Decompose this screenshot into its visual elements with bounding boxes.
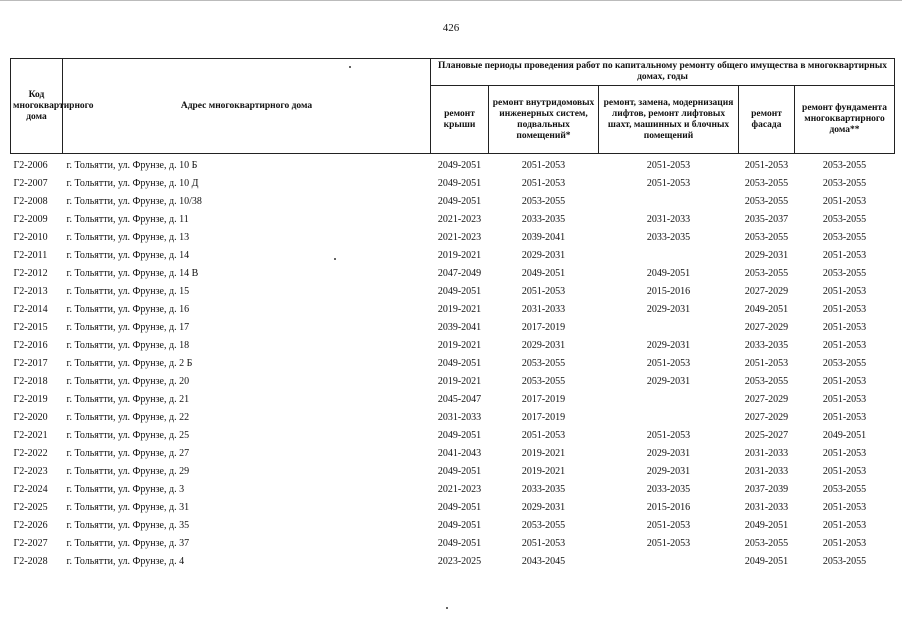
cell-elevators: 2049-2051: [646, 267, 691, 279]
cell-engineering: 2049-2051: [521, 267, 566, 279]
table-row: [11, 408, 895, 426]
cell-elevators: 2029-2031: [646, 375, 691, 387]
cell-roof: 2049-2051: [437, 501, 482, 513]
cell-facade: 2033-2035: [744, 339, 789, 351]
table-row: [11, 210, 895, 228]
table-row: [11, 372, 895, 390]
cell-foundation: 2051-2053: [822, 321, 867, 333]
cell-roof: 2049-2051: [437, 537, 482, 549]
cell-facade: 2031-2033: [744, 447, 789, 459]
cell-roof: 2049-2051: [437, 465, 482, 477]
cell-code: Г2-2017: [13, 357, 48, 369]
cell-facade: 2053-2055: [744, 267, 789, 279]
cell-roof: 2049-2051: [437, 519, 482, 531]
cell-engineering: 2033-2035: [521, 483, 566, 495]
cell-facade: 2027-2029: [744, 321, 789, 333]
cell-address: г. Тольятти, ул. Фрунзе, д. 11: [66, 213, 189, 225]
cell-roof: 2047-2049: [437, 267, 482, 279]
cell-address: г. Тольятти, ул. Фрунзе, д. 4: [66, 555, 185, 567]
cell-engineering: 2033-2035: [521, 213, 566, 225]
cell-foundation: 2051-2053: [822, 537, 867, 549]
cell-engineering: 2051-2053: [521, 429, 566, 441]
cell-elevators: 2015-2016: [646, 501, 691, 513]
cell-engineering: 2019-2021: [521, 465, 566, 477]
cell-facade: 2027-2029: [744, 285, 789, 297]
table-row: [11, 534, 895, 552]
cell-foundation: 2051-2053: [822, 501, 867, 513]
cell-engineering: 2043-2045: [521, 555, 566, 567]
cell-elevators: 2051-2053: [646, 177, 691, 189]
header-periods-group: Плановые периоды проведения работ по капитальному ремонту общего имущества в многоквартирных домах, годы: [431, 59, 895, 86]
top-rule: [0, 0, 902, 1]
cell-roof: 2049-2051: [437, 429, 482, 441]
cell-foundation: 2053-2055: [822, 213, 867, 225]
cell-address: г. Тольятти, ул. Фрунзе, д. 27: [66, 447, 190, 459]
scan-speck: [446, 607, 448, 609]
cell-roof: 2049-2051: [437, 285, 482, 297]
cell-foundation: 2051-2053: [822, 195, 867, 207]
cell-address: г. Тольятти, ул. Фрунзе, д. 17: [66, 321, 190, 333]
cell-address: г. Тольятти, ул. Фрунзе, д. 2 Б: [66, 357, 193, 369]
scan-speck: [349, 66, 351, 68]
cell-engineering: 2039-2041: [521, 231, 566, 243]
cell-elevators: 2029-2031: [646, 447, 691, 459]
cell-engineering: 2029-2031: [521, 501, 566, 513]
cell-facade: 2051-2053: [744, 357, 789, 369]
cell-code: Г2-2016: [13, 339, 48, 351]
cell-facade: 2049-2051: [744, 555, 789, 567]
cell-address: г. Тольятти, ул. Фрунзе, д. 14: [66, 249, 190, 261]
cell-foundation: 2051-2053: [822, 393, 867, 405]
cell-elevators: 2051-2053: [646, 357, 691, 369]
cell-code: Г2-2008: [13, 195, 48, 207]
cell-facade: 2035-2037: [744, 213, 789, 225]
cell-roof: 2039-2041: [437, 321, 482, 333]
table-row: [11, 318, 895, 336]
cell-foundation: 2051-2053: [822, 519, 867, 531]
cell-facade: 2053-2055: [744, 537, 789, 549]
header-code: Код многоквартирного дома: [11, 59, 63, 154]
cell-code: Г2-2027: [13, 537, 48, 549]
cell-roof: 2041-2043: [437, 447, 482, 459]
table-row: [11, 154, 895, 175]
cell-engineering: 2031-2033: [521, 303, 566, 315]
cell-address: г. Тольятти, ул. Фрунзе, д. 14 В: [66, 267, 199, 279]
cell-elevators: 2029-2031: [646, 303, 691, 315]
cell-engineering: 2017-2019: [521, 393, 566, 405]
cell-facade: 2049-2051: [744, 519, 789, 531]
cell-address: г. Тольятти, ул. Фрунзе, д. 35: [66, 519, 190, 531]
cell-code: Г2-2028: [13, 555, 48, 567]
cell-engineering: 2029-2031: [521, 339, 566, 351]
table-row: [11, 300, 895, 318]
cell-address: г. Тольятти, ул. Фрунзе, д. 25: [66, 429, 190, 441]
cell-address: г. Тольятти, ул. Фрунзе, д. 29: [66, 465, 190, 477]
cell-roof: 2049-2051: [437, 195, 482, 207]
cell-foundation: 2053-2055: [822, 177, 867, 189]
table-row: [11, 264, 895, 282]
table-row: [11, 498, 895, 516]
cell-code: Г2-2026: [13, 519, 48, 531]
cell-elevators: [599, 552, 739, 570]
cell-elevators: 2051-2053: [646, 537, 691, 549]
cell-facade: 2025-2027: [744, 429, 789, 441]
page-number: 426: [442, 22, 460, 34]
cell-engineering: 2051-2053: [521, 177, 566, 189]
cell-code: Г2-2012: [13, 267, 48, 279]
cell-code: Г2-2013: [13, 285, 48, 297]
header-engineering: ремонт внутридомовых инженерных систем, подвальных помещений*: [489, 86, 599, 154]
table-row: [11, 336, 895, 354]
table-row: [11, 462, 895, 480]
cell-code: Г2-2023: [13, 465, 48, 477]
cell-engineering: 2051-2053: [521, 537, 566, 549]
cell-address: г. Тольятти, ул. Фрунзе, д. 18: [66, 339, 190, 351]
cell-elevators: 2033-2035: [646, 231, 691, 243]
cell-address: г. Тольятти, ул. Фрунзе, д. 15: [66, 285, 190, 297]
cell-facade: 2053-2055: [744, 195, 789, 207]
cell-foundation: 2053-2055: [822, 555, 867, 567]
cell-roof: 2021-2023: [437, 231, 482, 243]
table-row: [11, 552, 895, 570]
table-row: [11, 246, 895, 264]
cell-engineering: 2017-2019: [521, 411, 566, 423]
table-row: [11, 516, 895, 534]
cell-roof: 2023-2025: [437, 555, 482, 567]
cell-foundation: 2051-2053: [822, 465, 867, 477]
cell-roof: 2049-2051: [437, 177, 482, 189]
cell-facade: 2053-2055: [744, 177, 789, 189]
header-roof: ремонт крыши: [431, 86, 489, 154]
table-row: [11, 390, 895, 408]
cell-code: Г2-2006: [13, 159, 48, 171]
cell-facade: 2031-2033: [744, 465, 789, 477]
cell-code: Г2-2014: [13, 303, 48, 315]
cell-facade: 2027-2029: [744, 393, 789, 405]
cell-address: г. Тольятти, ул. Фрунзе, д. 16: [66, 303, 190, 315]
table-row: [11, 444, 895, 462]
cell-engineering: 2053-2055: [521, 519, 566, 531]
table-row: [11, 354, 895, 372]
cell-code: Г2-2024: [13, 483, 48, 495]
cell-roof: 2045-2047: [437, 393, 482, 405]
cell-engineering: 2053-2055: [521, 357, 566, 369]
cell-code: Г2-2011: [13, 249, 48, 261]
cell-code: Г2-2010: [13, 231, 48, 243]
cell-elevators: [599, 246, 739, 264]
cell-code: Г2-2007: [13, 177, 48, 189]
table-row: [11, 282, 895, 300]
cell-facade: 2037-2039: [744, 483, 789, 495]
cell-foundation: 2051-2053: [822, 303, 867, 315]
cell-elevators: 2015-2016: [646, 285, 691, 297]
cell-address: г. Тольятти, ул. Фрунзе, д. 10 Д: [66, 177, 199, 189]
cell-foundation: 2053-2055: [822, 267, 867, 279]
cell-code: Г2-2020: [13, 411, 48, 423]
cell-code: Г2-2018: [13, 375, 48, 387]
cell-address: г. Тольятти, ул. Фрунзе, д. 21: [66, 393, 190, 405]
cell-facade: 2027-2029: [744, 411, 789, 423]
cell-foundation: 2053-2055: [822, 483, 867, 495]
cell-roof: 2049-2051: [437, 159, 482, 171]
cell-elevators: 2029-2031: [646, 465, 691, 477]
cell-elevators: 2051-2053: [646, 519, 691, 531]
cell-foundation: 2051-2053: [822, 285, 867, 297]
cell-elevators: 2031-2033: [646, 213, 691, 225]
cell-roof: 2019-2021: [437, 375, 482, 387]
cell-elevators: 2033-2035: [646, 483, 691, 495]
table-row: [11, 480, 895, 498]
cell-roof: 2019-2021: [437, 339, 482, 351]
cell-address: г. Тольятти, ул. Фрунзе, д. 10/38: [66, 195, 202, 207]
cell-facade: 2031-2033: [744, 501, 789, 513]
cell-address: г. Тольятти, ул. Фрунзе, д. 31: [66, 501, 190, 513]
scan-speck: [334, 258, 336, 260]
cell-engineering: 2029-2031: [521, 249, 566, 261]
cell-foundation: 2051-2053: [822, 375, 867, 387]
table-row: [11, 174, 895, 192]
cell-elevators: 2029-2031: [646, 339, 691, 351]
cell-facade: 2053-2055: [744, 375, 789, 387]
cell-roof: 2021-2023: [437, 483, 482, 495]
cell-facade: 2029-2031: [744, 249, 789, 261]
cell-foundation: 2049-2051: [822, 429, 867, 441]
cell-code: Г2-2025: [13, 501, 48, 513]
cell-facade: 2053-2055: [744, 231, 789, 243]
cell-roof: 2019-2021: [437, 249, 482, 261]
header-facade: ремонт фасада: [739, 86, 795, 154]
cell-elevators: 2051-2053: [646, 429, 691, 441]
cell-foundation: 2051-2053: [822, 447, 867, 459]
cell-engineering: 2053-2055: [521, 375, 566, 387]
header-address: Адрес многоквартирного дома: [63, 59, 431, 154]
cell-code: Г2-2021: [13, 429, 48, 441]
cell-foundation: 2053-2055: [822, 357, 867, 369]
table-row: [11, 192, 895, 210]
cell-foundation: 2053-2055: [822, 159, 867, 171]
cell-engineering: 2051-2053: [521, 285, 566, 297]
cell-foundation: 2051-2053: [822, 339, 867, 351]
cell-address: г. Тольятти, ул. Фрунзе, д. 13: [66, 231, 190, 243]
cell-foundation: 2053-2055: [822, 231, 867, 243]
cell-elevators: [599, 318, 739, 336]
cell-address: г. Тольятти, ул. Фрунзе, д. 20: [66, 375, 190, 387]
cell-address: г. Тольятти, ул. Фрунзе, д. 22: [66, 411, 190, 423]
cell-engineering: 2053-2055: [521, 195, 566, 207]
cell-elevators: [599, 408, 739, 426]
cell-roof: 2031-2033: [437, 411, 482, 423]
cell-engineering: 2051-2053: [521, 159, 566, 171]
cell-elevators: 2051-2053: [646, 159, 691, 171]
cell-code: Г2-2009: [13, 213, 48, 225]
cell-foundation: 2051-2053: [822, 411, 867, 423]
cell-code: Г2-2019: [13, 393, 48, 405]
cell-address: г. Тольятти, ул. Фрунзе, д. 37: [66, 537, 190, 549]
cell-facade: 2051-2053: [744, 159, 789, 171]
table-body: [11, 154, 895, 571]
cell-roof: 2019-2021: [437, 303, 482, 315]
cell-roof: 2021-2023: [437, 213, 482, 225]
cell-roof: 2049-2051: [437, 357, 482, 369]
cell-code: Г2-2022: [13, 447, 48, 459]
capital-repair-table: [10, 58, 895, 570]
cell-engineering: 2019-2021: [521, 447, 566, 459]
header-foundation: ремонт фундамента многоквартирного дома**: [795, 86, 895, 154]
cell-address: г. Тольятти, ул. Фрунзе, д. 10 Б: [66, 159, 198, 171]
cell-code: Г2-2015: [13, 321, 48, 333]
cell-address: г. Тольятти, ул. Фрунзе, д. 3: [66, 483, 185, 495]
table-row: [11, 228, 895, 246]
header-elevators: ремонт, замена, модернизация лифтов, ремонт лифтовых шахт, машинных и блочных помещений: [599, 86, 739, 154]
cell-elevators: [599, 192, 739, 210]
table-row: [11, 426, 895, 444]
cell-facade: 2049-2051: [744, 303, 789, 315]
cell-elevators: [599, 390, 739, 408]
cell-foundation: 2051-2053: [822, 249, 867, 261]
cell-engineering: 2017-2019: [521, 321, 566, 333]
